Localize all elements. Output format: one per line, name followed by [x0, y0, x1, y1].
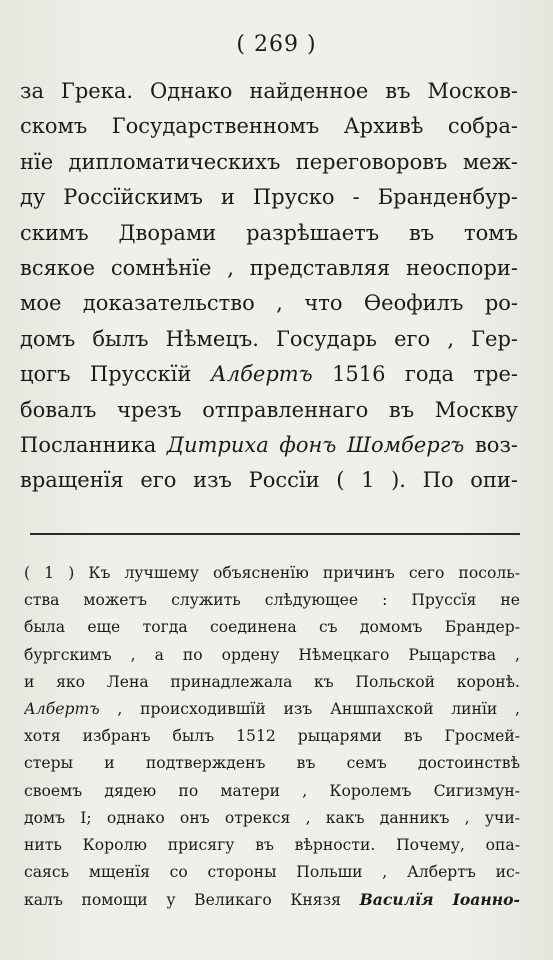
text-line	[20, 216, 518, 251]
text-line	[20, 74, 518, 109]
italic-name: Дитриха фонъ Шомбергъ	[166, 432, 465, 457]
text-run: мое доказательство , что Ѳеофилъ ро-	[20, 291, 518, 316]
text-run: Посланника	[20, 432, 167, 457]
text-run: нїе дипломатическихъ переговоровъ меж-	[20, 149, 518, 174]
footnote-line	[24, 723, 520, 750]
footnote-line	[24, 642, 520, 669]
text-line	[20, 180, 518, 215]
footnote-divider	[30, 533, 520, 535]
footnote-line	[24, 587, 520, 614]
italic-name: Албертъ	[24, 699, 100, 718]
text-run: своемъ дядею по матери , Королемъ Сигизмун-	[24, 781, 520, 800]
text-line	[20, 286, 518, 321]
italic-name: Албертъ	[210, 362, 313, 387]
main-text	[20, 74, 518, 499]
footnote-line	[24, 669, 520, 696]
text-run: калъ помощи у Великаго Князя	[24, 891, 360, 910]
page-number: ( 269 )	[236, 32, 317, 57]
footnote-line	[24, 778, 520, 805]
footnote-line	[24, 560, 520, 587]
text-run: за Грека. Однако найденное въ Москов-	[20, 79, 518, 103]
footnote	[24, 560, 520, 913]
text-run: и яко Лена принадлежала къ Польской коронѣ.	[24, 672, 520, 691]
footnote-line	[24, 696, 520, 723]
text-run: воз-	[464, 432, 518, 457]
text-run: домъ I; однако онъ отрекся , какъ данникъ , учи-	[24, 808, 520, 827]
text-run: всякое сомнѣнїе , представляя неоспори-	[20, 255, 518, 280]
text-run: ( 1 ) Къ лучшему объясненїю причинъ сего посоль-	[24, 564, 520, 582]
text-run: скимъ Дворами разрѣшаетъ въ томъ	[20, 220, 518, 245]
italic-name: Василїя Іоанно-	[359, 890, 520, 910]
footnote-line	[24, 886, 520, 913]
text-run: цогъ Прусскїй	[20, 362, 211, 387]
text-line	[20, 322, 518, 357]
text-run: саясь мщенїя со стороны Польши , Албертъ ис-	[24, 863, 520, 882]
text-run: , происходившїй изъ Аншпахской линїи ,	[99, 699, 520, 718]
text-line	[20, 357, 518, 392]
text-run: хотя избранъ былъ 1512 рыцарями въ Гросмей-	[24, 727, 520, 746]
footnote-line	[24, 805, 520, 832]
text-run: скомъ Государственномъ Архивѣ собра-	[20, 114, 518, 139]
footnote-line	[24, 614, 520, 641]
footnote-line	[24, 859, 520, 886]
text-run: 1516 года тре-	[312, 362, 518, 387]
text-run: вращенїя его изъ Россїи ( 1 ). По опи-	[20, 468, 518, 493]
text-run: домъ былъ Нѣмецъ. Государь его , Гер-	[20, 326, 518, 351]
text-line	[20, 251, 518, 286]
text-line	[20, 463, 518, 498]
text-run: ду Россїйскимъ и Пруско - Бранденбур-	[20, 185, 518, 210]
text-run: ства можетъ служить слѣдующее : Пруссїя не	[24, 591, 520, 610]
footnote-line	[24, 832, 520, 859]
text-line	[20, 145, 518, 180]
text-run: нить Королю присягу въ вѣрности. Почему, опа-	[24, 835, 520, 854]
text-line	[20, 109, 518, 144]
text-run: была еще тогда соединена съ домомъ Брандер-	[24, 618, 520, 637]
text-run: бовалъ чрезъ отправленнаго въ Москву	[20, 397, 518, 422]
text-line	[20, 393, 518, 428]
text-run: бургскимъ , а по ордену Нѣмецкаго Рыцарства ,	[24, 645, 520, 664]
footnote-line	[24, 750, 520, 777]
text-run: стеры и подтвержденъ въ семъ достоинствѣ	[24, 754, 520, 773]
text-line	[20, 428, 518, 463]
